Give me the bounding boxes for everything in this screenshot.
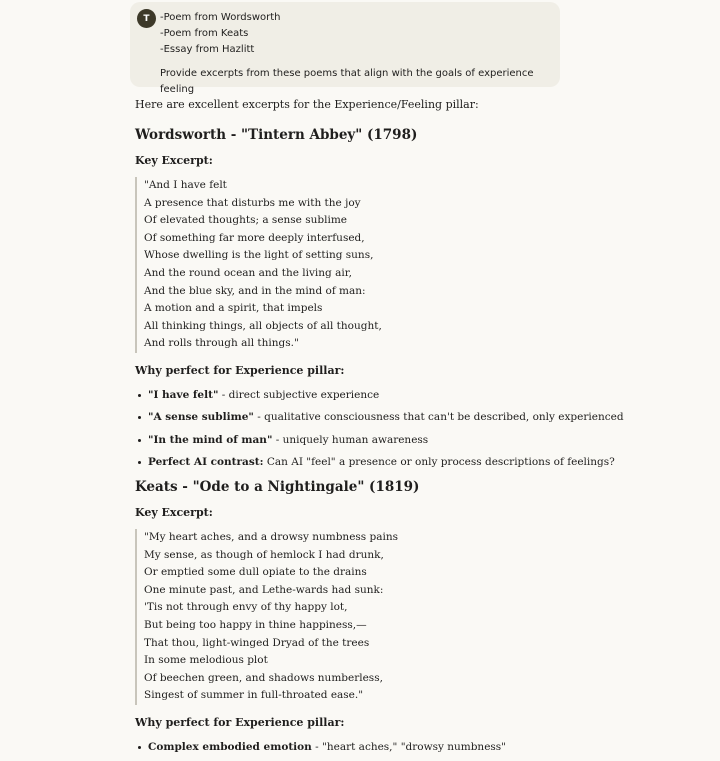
why-list: [135, 387, 624, 471]
excerpt-line: Whose dwelling is the light of setting suns,: [144, 249, 374, 262]
excerpt-line: Of elevated thoughts; a sense sublime: [144, 214, 347, 227]
excerpt-line: One minute past, and Lethe-wards had sunk:: [144, 583, 384, 596]
excerpt-line: But being too happy in thine happiness,—: [144, 618, 367, 631]
user-line: -Poem from Wordsworth: [160, 12, 281, 23]
point-bold: Perfect AI contrast:: [148, 456, 264, 469]
point-text: - direct subjective experience: [218, 388, 380, 401]
excerpt-line: And the blue sky, and in the mind of man:: [144, 284, 366, 297]
excerpt-line: 'Tis not through envy of thy happy lot,: [144, 601, 348, 614]
excerpt-line: Of something far more deeply interfused,: [144, 231, 365, 244]
user-line: -Essay from Hazlitt: [160, 44, 255, 55]
excerpt-line: A presence that disturbs me with the joy: [144, 196, 361, 209]
point-text: - qualitative consciousness that can't be described, only experienced: [253, 411, 624, 424]
list-item: [148, 387, 615, 403]
excerpt-blockquote: [135, 529, 615, 705]
excerpt-line: In some melodious plot: [144, 654, 268, 667]
point-bold: Complex embodied emotion: [148, 740, 312, 753]
user-request: Provide excerpts from these poems that align with the goals of experience feeling: [160, 68, 534, 95]
excerpt-line: Of beechen green, and shadows numberless,: [144, 671, 383, 684]
point-text: - "heart aches," "drowsy numbness": [311, 740, 507, 753]
user-message-text: [160, 10, 560, 98]
excerpt-line: Or emptied some dull opiate to the drains: [144, 566, 367, 579]
excerpt-line: All thinking things, all objects of all thought,: [144, 319, 382, 332]
list-item: [148, 432, 615, 448]
excerpt-line: My sense, as though of hemlock I had drunk,: [144, 548, 384, 561]
point-bold: "In the mind of man": [148, 433, 273, 446]
point-text: Can AI "feel" a presence or only process descriptions of feelings?: [263, 456, 615, 469]
user-message-bubble: [130, 2, 560, 95]
excerpt-line: "And I have felt: [144, 179, 227, 191]
section-heading-keats: Keats - "Ode to a Nightingale" (1819): [135, 478, 420, 495]
list-item: [148, 739, 615, 755]
list-item: [148, 454, 615, 470]
excerpt-line: That thou, light-winged Dryad of the trees: [144, 636, 370, 649]
excerpt-line: "My heart aches, and a drowsy numbness pains: [144, 530, 399, 543]
user-line: -Poem from Keats: [160, 28, 249, 39]
key-excerpt-label: Key Excerpt:: [135, 505, 213, 519]
response-intro: Here are excellent excerpts for the Experience/Feeling pillar:: [135, 98, 479, 111]
list-item: [148, 409, 624, 425]
section-heading-wordsworth: Wordsworth - "Tintern Abbey" (1798): [135, 127, 418, 143]
point-bold: "I have felt": [148, 388, 219, 401]
excerpt-blockquote: [135, 177, 615, 353]
point-text: - uniquely human awareness: [272, 433, 429, 446]
excerpt-line: And rolls through all things.": [144, 337, 299, 350]
why-list: [135, 739, 615, 755]
why-perfect-label: Why perfect for Experience pillar:: [135, 715, 345, 729]
excerpt-line: A motion and a spirit, that impels: [144, 302, 323, 315]
key-excerpt-label: Key Excerpt:: [135, 154, 213, 167]
excerpt-line: And the round ocean and the living air,: [144, 266, 352, 279]
user-avatar: T: [137, 9, 156, 28]
excerpt-line: Singest of summer in full-throated ease.": [144, 689, 364, 702]
assistant-response: [135, 96, 624, 761]
why-perfect-label: Why perfect for Experience pillar:: [135, 363, 345, 377]
point-bold: "A sense sublime": [148, 411, 254, 424]
